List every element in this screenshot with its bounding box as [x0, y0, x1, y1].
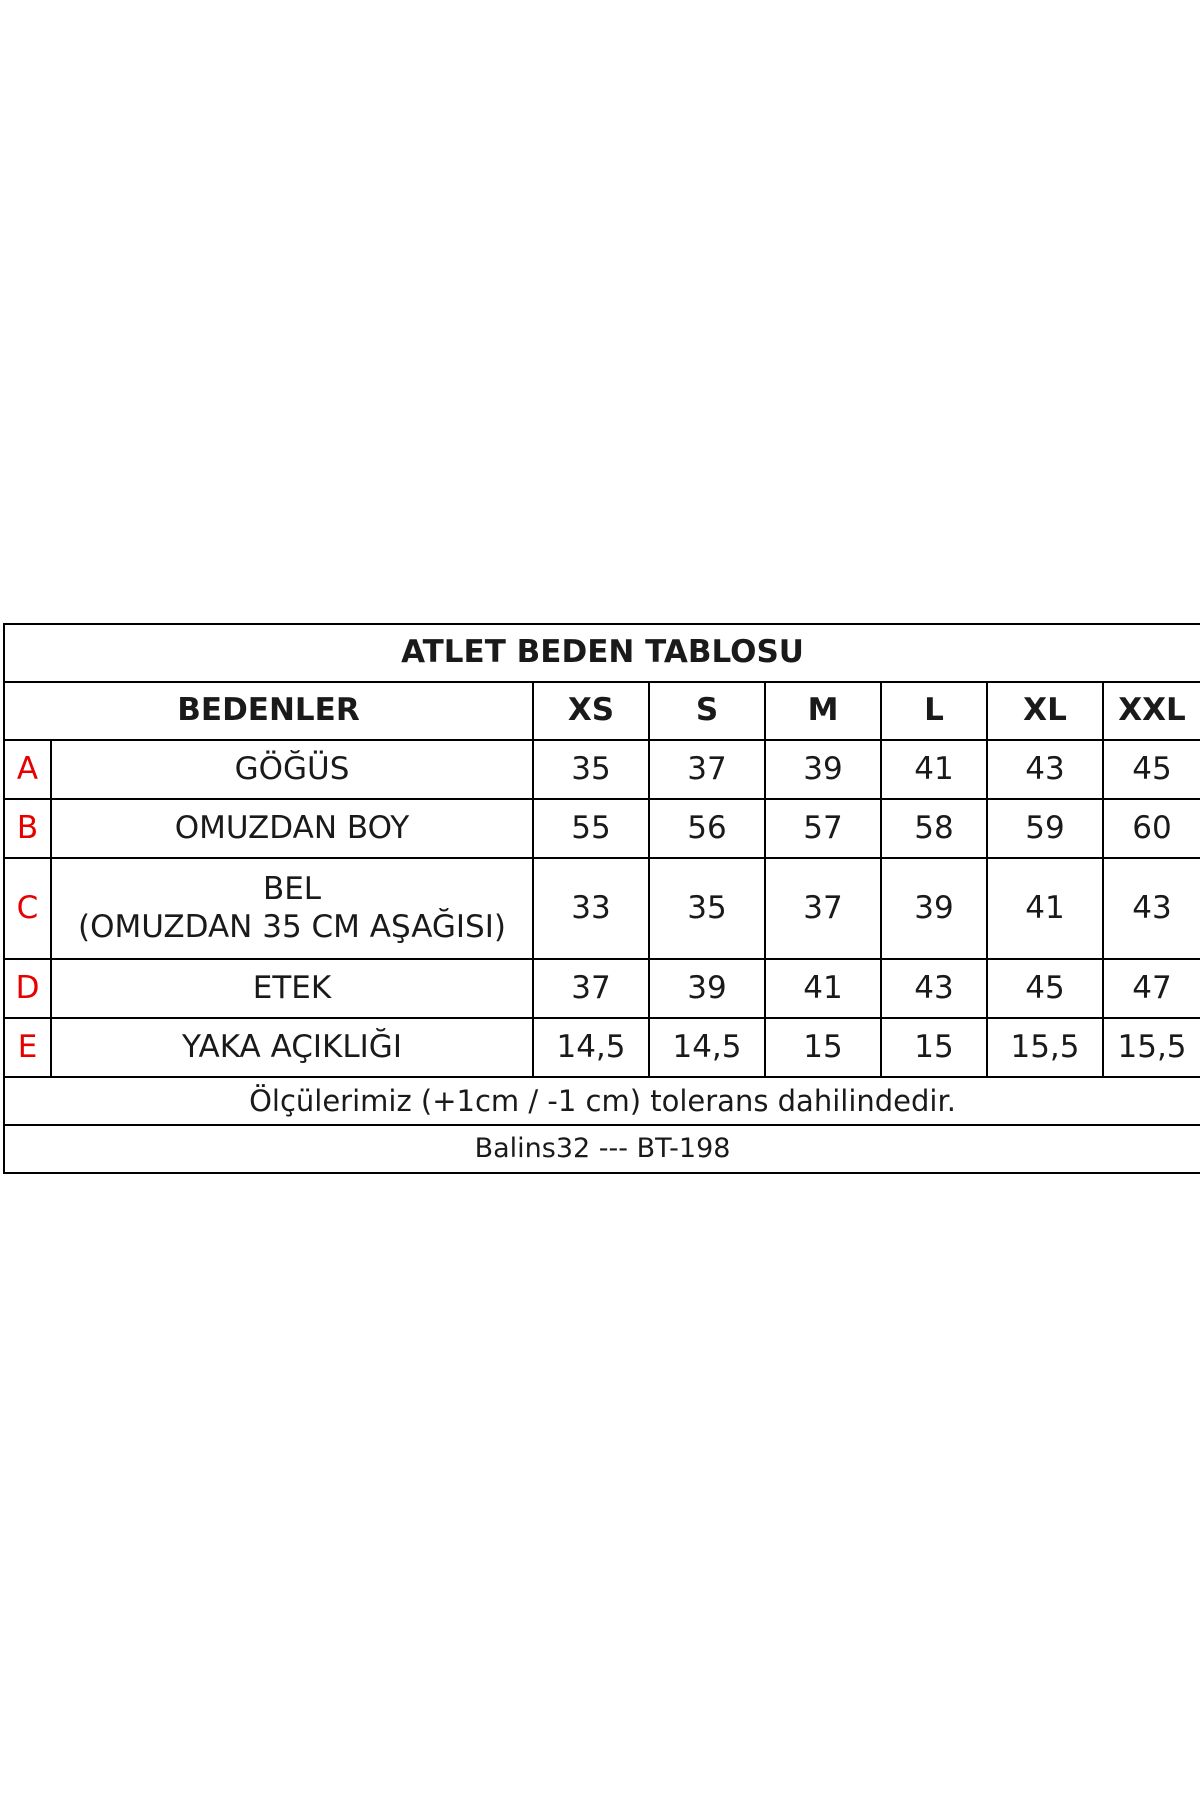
measurement-name-line2: (OMUZDAN 35 CM AŞAĞISI) — [78, 908, 506, 945]
table-cell: 39 — [881, 858, 987, 959]
table-cell: 45 — [1103, 740, 1200, 799]
table-cell: 35 — [533, 740, 649, 799]
measurement-name: OMUZDAN BOY — [51, 799, 533, 858]
header-label: BEDENLER — [4, 682, 533, 740]
table-row — [4, 740, 1200, 799]
table-cell: 14,5 — [533, 1018, 649, 1077]
size-header-xs: XS — [533, 682, 649, 740]
measurement-name — [51, 858, 533, 959]
tolerance-note: Ölçülerimiz (+1cm / -1 cm) tolerans dahilindedir. — [4, 1077, 1200, 1125]
size-chart-table — [3, 623, 1200, 1174]
table-row — [4, 858, 1200, 959]
size-header-l: L — [881, 682, 987, 740]
table-cell: 57 — [765, 799, 881, 858]
table-cell: 43 — [881, 959, 987, 1018]
table-cell: 35 — [649, 858, 765, 959]
table-cell: 15 — [765, 1018, 881, 1077]
header-row — [4, 682, 1200, 740]
row-letter: C — [4, 858, 51, 959]
measurement-name-line1: BEL — [262, 871, 322, 908]
table-cell: 15,5 — [987, 1018, 1103, 1077]
table-row — [4, 959, 1200, 1018]
table-cell: 37 — [533, 959, 649, 1018]
table-cell: 55 — [533, 799, 649, 858]
table-cell: 37 — [649, 740, 765, 799]
table-cell: 39 — [765, 740, 881, 799]
code-row — [4, 1125, 1200, 1173]
table-cell: 60 — [1103, 799, 1200, 858]
table-cell: 39 — [649, 959, 765, 1018]
row-letter: B — [4, 799, 51, 858]
table-cell: 45 — [987, 959, 1103, 1018]
table-cell: 14,5 — [649, 1018, 765, 1077]
table-row — [4, 1018, 1200, 1077]
table-cell: 37 — [765, 858, 881, 959]
table-cell: 43 — [987, 740, 1103, 799]
table-cell: 41 — [987, 858, 1103, 959]
row-letter: A — [4, 740, 51, 799]
table-row — [4, 799, 1200, 858]
row-letter: D — [4, 959, 51, 1018]
title-row — [4, 624, 1200, 682]
measurement-name: YAKA AÇIKLIĞI — [51, 1018, 533, 1077]
size-header-s: S — [649, 682, 765, 740]
row-letter: E — [4, 1018, 51, 1077]
measurement-name: GÖĞÜS — [51, 740, 533, 799]
measurement-name: ETEK — [51, 959, 533, 1018]
note-row — [4, 1077, 1200, 1125]
table-cell: 58 — [881, 799, 987, 858]
table-cell: 33 — [533, 858, 649, 959]
table-cell: 15 — [881, 1018, 987, 1077]
size-header-m: M — [765, 682, 881, 740]
table-cell: 41 — [765, 959, 881, 1018]
product-code: Balins32 --- BT-198 — [4, 1125, 1200, 1173]
table-cell: 47 — [1103, 959, 1200, 1018]
size-header-xxl: XXL — [1103, 682, 1200, 740]
table-cell: 43 — [1103, 858, 1200, 959]
table-cell: 15,5 — [1103, 1018, 1200, 1077]
table-cell: 56 — [649, 799, 765, 858]
size-header-xl: XL — [987, 682, 1103, 740]
table-cell: 59 — [987, 799, 1103, 858]
table-cell: 41 — [881, 740, 987, 799]
chart-title: ATLET BEDEN TABLOSU — [4, 624, 1200, 682]
